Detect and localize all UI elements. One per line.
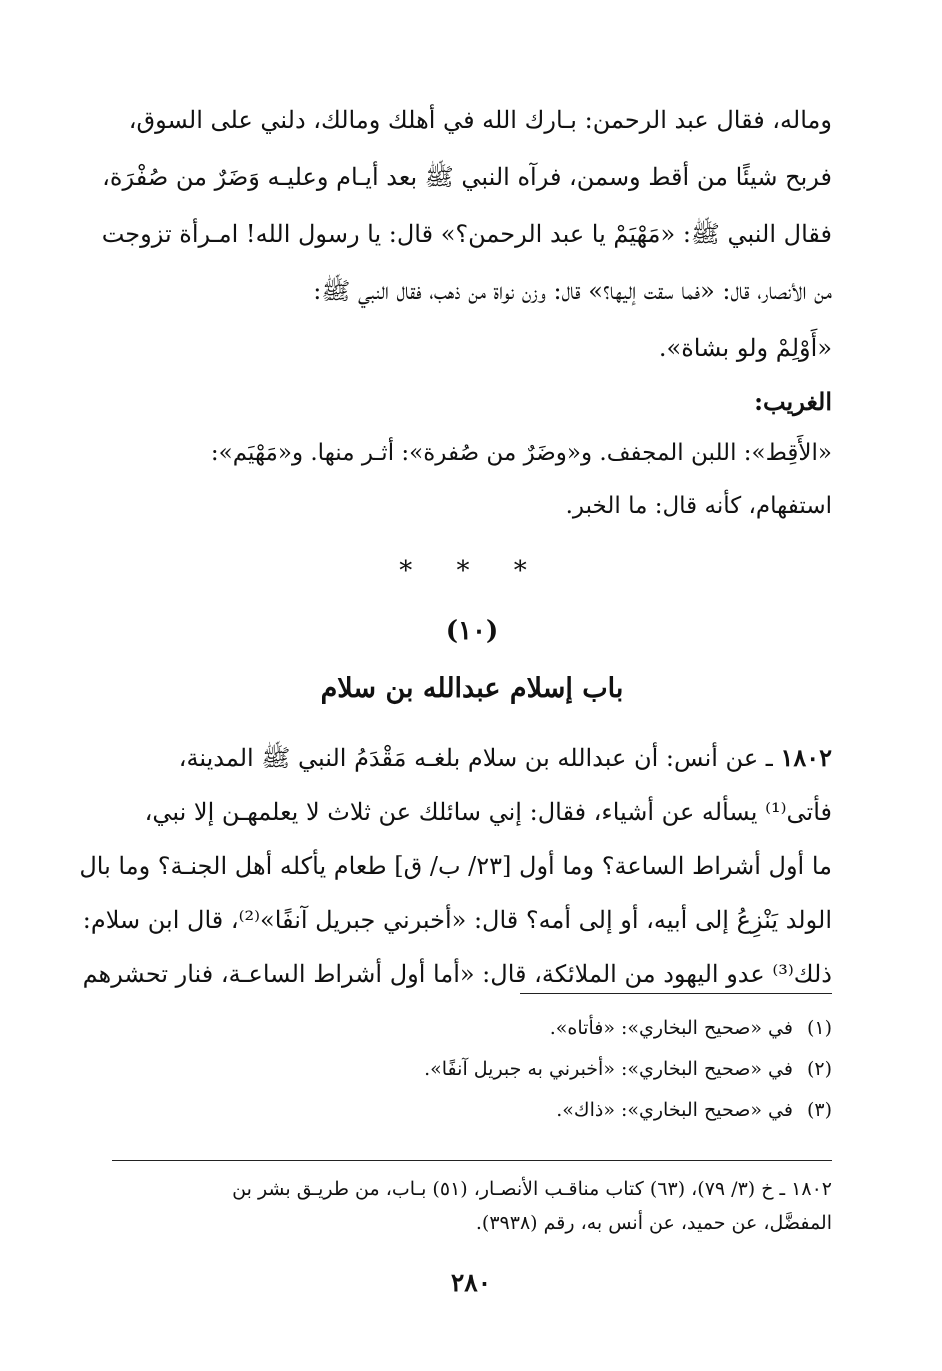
footnote-text: في «صحيح البخاري»: «أخبرني به جبريل آنفًا». — [424, 1058, 793, 1080]
footnote-number: (١) — [806, 1017, 832, 1039]
body-line: من الأنصار، قال: «فما سقت إليها؟» قال: وزن نواة من ذهب، فقال النبي ﷺ: — [313, 277, 832, 305]
chapter-number: (١٠) — [445, 616, 499, 646]
main-text — [79, 92, 832, 1001]
footnote-text: في «صحيح البخاري»: «ذاك». — [556, 1099, 793, 1121]
hadith-line: الولد يَنْزِعُ إلى أبيه، أو إلى أمه؟ قال: «أخبرني جبريل آنفًا»⁽²⁾، قال ابن سلام: — [82, 906, 832, 934]
hadith-number: ١٨٠٢ — [780, 743, 832, 772]
ghareeb-heading: الغريب: — [754, 387, 832, 416]
body-line: «أَوْلِمْ ولو بشاة». — [658, 334, 832, 362]
body-line: فقال النبي ﷺ: «مَهْيَمْ يا عبد الرحمن؟» قال: يا رسول الله! امـرأة تزوجت — [101, 220, 832, 248]
hadith-first-line — [112, 731, 832, 785]
hadith-line: ذلك⁽³⁾ عدو اليهود من الملائكة، قال: «أما أول أشراط الساعـة، فنار تحشرهم — [82, 960, 832, 988]
footnote-text: في «صحيح البخاري»: «فأتاه». — [549, 1017, 793, 1039]
footnotes — [112, 1008, 832, 1131]
body-line: فربح شيئًا من أقط وسمن، فرآه النبي ﷺ بعد أيـام وعليـه وَضَرٌ من صُفْرَة، — [102, 163, 832, 191]
source-line: المفضَّل، عن حميد، عن أنس به، رقم (٣٩٣٨). — [475, 1212, 832, 1234]
footnote-number: (٢) — [806, 1058, 832, 1080]
footnote-item — [112, 1090, 832, 1131]
hadith-text — [79, 731, 832, 1001]
body-line: وماله، فقال عبد الرحمن: بـارك الله في أهلك ومالك، دلني على السوق، — [128, 106, 832, 134]
page-number: ٢٨٠ — [450, 1268, 492, 1297]
source-divider — [112, 1160, 832, 1161]
section-separator: * * * — [399, 556, 545, 586]
footnote-item — [112, 1049, 832, 1090]
footnote-divider — [520, 993, 832, 994]
hadith-line: ـ عن أنس: أن عبدالله بن سلام بلغـه مَقْدَمُ النبي ﷺ المدينة، — [178, 744, 773, 772]
footnote-item — [112, 1008, 832, 1049]
ghareeb-line: استفهام، كأنه قال: ما الخبر. — [565, 493, 832, 519]
footnote-number: (٣) — [806, 1099, 832, 1121]
source-note — [110, 1172, 832, 1240]
ghareeb-line: «الأَقِط»: اللبن المجفف. و«وضَرٌ من صُفرة»: أثـر منها. و«مَهْيَم»: — [210, 440, 832, 466]
source-line: ١٨٠٢ ـ خ (٣/ ٧٩)، (٦٣) كتاب مناقـب الأنصـار، (٥١) بـاب، من طريـق بشر بن — [232, 1178, 832, 1200]
hadith-line: فأتى⁽¹⁾ يسأله عن أشياء، فقال: إني سائلك عن ثلاث لا يعلمهـن إلا نبي، — [144, 798, 832, 826]
hadith-line: ما أول أشراط الساعة؟ وما أول [٢٣/ ب/ ق] طعام يأكله أهل الجنـة؟ وما بال — [79, 852, 832, 880]
chapter-title: باب إسلام عبدالله بن سلام — [320, 673, 624, 704]
